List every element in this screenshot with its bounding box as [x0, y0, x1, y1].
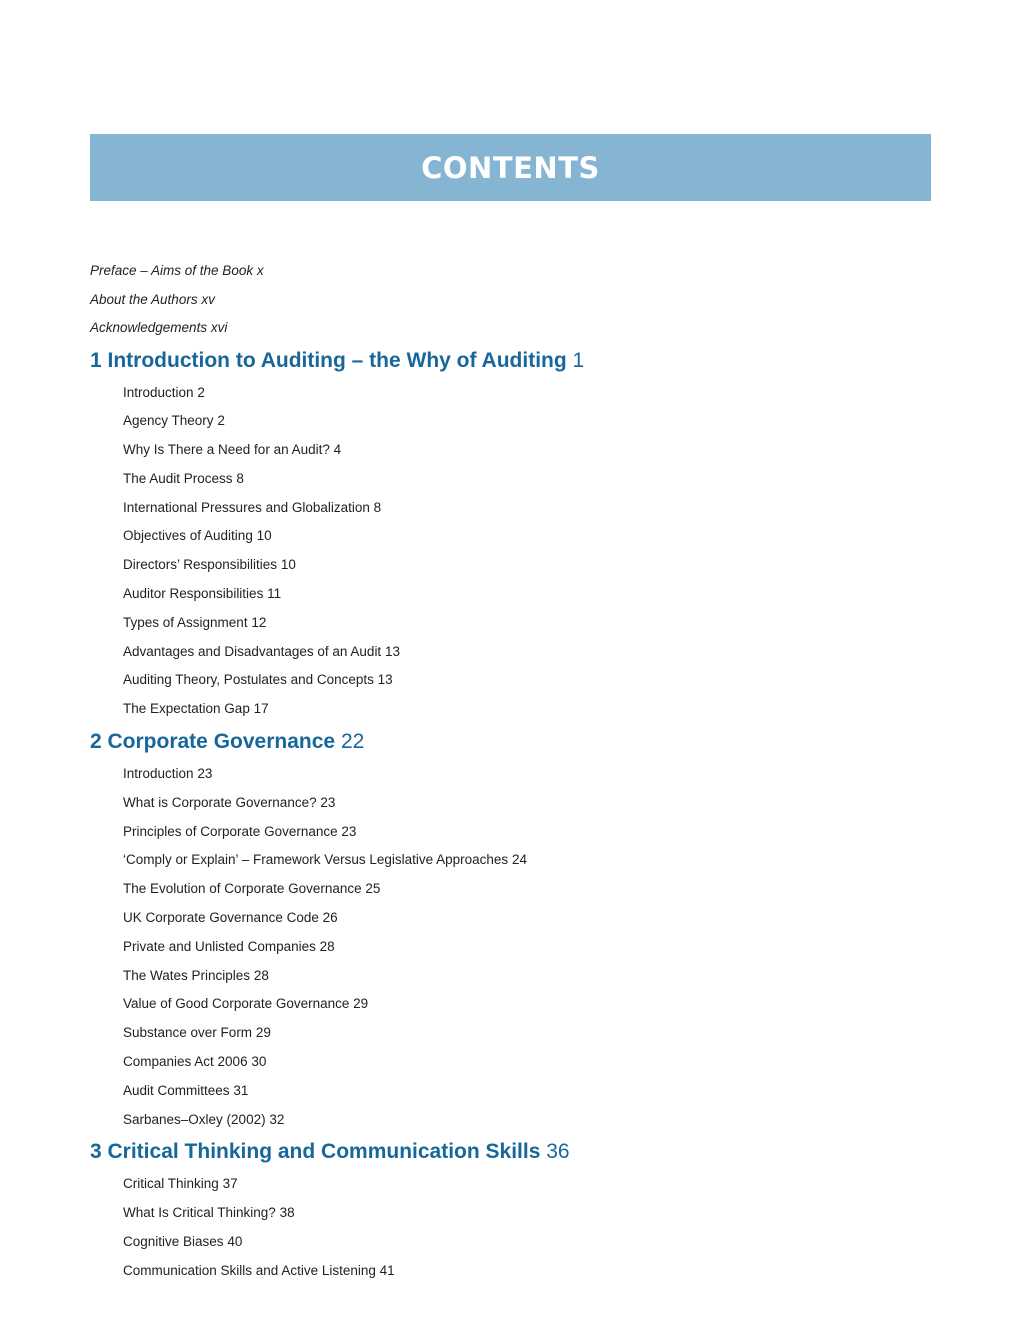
section-title: International Pressures and Globalization — [123, 499, 370, 515]
section-title: Objectives of Auditing — [123, 528, 253, 544]
section-page: 30 — [251, 1054, 267, 1070]
section-title: Cognitive Biases — [123, 1234, 224, 1250]
section-page: 24 — [511, 852, 527, 868]
section-entry[interactable] — [90, 379, 930, 408]
section-page: 4 — [333, 442, 342, 458]
section-page: 29 — [353, 996, 369, 1012]
section-entry[interactable] — [90, 760, 930, 789]
section-title: Introduction — [123, 384, 194, 400]
section-entry[interactable] — [90, 933, 930, 962]
section-entry[interactable] — [90, 1106, 930, 1135]
section-entry[interactable] — [90, 1170, 930, 1199]
section-entry[interactable] — [90, 1228, 930, 1257]
section-page: 10 — [256, 528, 272, 544]
section-entry[interactable] — [90, 407, 930, 436]
section-title: Auditing Theory, Postulates and Concepts — [123, 672, 374, 688]
section-title: Audit Committees — [123, 1082, 230, 1098]
section-page: 8 — [373, 499, 382, 515]
section-entry[interactable] — [90, 846, 930, 875]
section-entry[interactable] — [90, 962, 930, 991]
section-title: Introduction — [123, 766, 194, 782]
section-entry[interactable] — [90, 1257, 930, 1286]
section-page: 13 — [384, 643, 400, 659]
section-entry[interactable] — [90, 875, 930, 904]
section-page: 26 — [322, 910, 338, 926]
section-entry[interactable] — [90, 818, 930, 847]
section-title: The Evolution of Corporate Governance — [123, 881, 362, 897]
section-page: 10 — [280, 557, 296, 573]
section-page: 32 — [269, 1111, 285, 1127]
section-page: 28 — [253, 967, 269, 983]
section-page: 17 — [253, 701, 269, 717]
page-title: CONTENTS — [421, 150, 600, 185]
front-matter-title: About the Authors — [90, 291, 198, 307]
section-page: 28 — [319, 938, 335, 954]
section-title: The Expectation Gap — [123, 701, 250, 717]
section-title: UK Corporate Governance Code — [123, 910, 319, 926]
contents-banner — [90, 134, 931, 201]
section-entry[interactable] — [90, 789, 930, 818]
section-title: Advantages and Disadvantages of an Audit — [123, 643, 382, 659]
section-page: 11 — [267, 586, 282, 602]
section-page: 8 — [236, 470, 244, 486]
section-title: ‘Comply or Explain’ – Framework Versus Legislative Approaches — [123, 852, 509, 868]
chapter-title: 3 Critical Thinking and Communication Skills — [90, 1140, 541, 1164]
section-entry[interactable] — [90, 494, 930, 523]
section-entry[interactable] — [90, 1077, 930, 1106]
section-page: 2 — [217, 413, 225, 429]
section-entry[interactable] — [90, 1019, 930, 1048]
front-matter-title: Acknowledgements — [90, 320, 208, 335]
section-title: Why Is There a Need for an Audit? — [123, 442, 330, 458]
front-matter-page: xv — [201, 291, 215, 307]
front-matter-item[interactable] — [90, 257, 930, 286]
section-page: 23 — [320, 794, 336, 810]
section-title: The Wates Principles — [123, 967, 251, 983]
front-matter-title: Preface – Aims of the Book — [90, 263, 254, 278]
chapter-heading[interactable] — [90, 724, 930, 760]
section-title: What is Corporate Governance? — [123, 794, 317, 810]
section-entry[interactable] — [90, 638, 930, 667]
section-page: 31 — [233, 1082, 249, 1098]
section-entry[interactable] — [90, 580, 930, 609]
section-entry[interactable] — [90, 436, 930, 465]
section-page: 41 — [379, 1262, 395, 1278]
section-title: Types of Assignment — [123, 614, 248, 630]
chapter-page: 1 — [572, 348, 585, 372]
chapter-title: 1 Introduction to Auditing – the Why of Auditing — [90, 348, 567, 372]
section-title: Principles of Corporate Governance — [123, 823, 338, 839]
section-entry[interactable] — [90, 666, 930, 695]
section-title: Companies Act 2006 — [123, 1054, 248, 1070]
section-title: Directors’ Responsibilities — [123, 557, 278, 573]
section-entry[interactable] — [90, 695, 930, 724]
chapter-page: 22 — [340, 730, 365, 754]
section-title: Communication Skills and Active Listening — [123, 1262, 376, 1278]
section-page: 12 — [251, 614, 267, 630]
section-page: 38 — [279, 1205, 295, 1221]
section-title: Private and Unlisted Companies — [123, 938, 316, 954]
chapter-heading[interactable] — [90, 343, 930, 379]
section-title: Agency Theory — [123, 413, 214, 429]
section-page: 29 — [255, 1025, 271, 1041]
section-entry[interactable] — [90, 551, 930, 580]
section-title: The Audit Process — [123, 470, 233, 486]
section-page: 23 — [341, 823, 357, 839]
section-entry[interactable] — [90, 465, 930, 494]
section-title: What Is Critical Thinking? — [123, 1205, 276, 1221]
section-title: Auditor Responsibilities — [123, 586, 264, 602]
front-matter-item[interactable] — [90, 314, 930, 343]
section-entry[interactable] — [90, 522, 930, 551]
section-page: 23 — [197, 766, 213, 782]
section-page: 37 — [222, 1176, 238, 1192]
section-page: 25 — [365, 881, 381, 897]
table-of-contents — [90, 257, 930, 1286]
section-entry[interactable] — [90, 1048, 930, 1077]
section-page: 40 — [227, 1234, 243, 1250]
section-entry[interactable] — [90, 609, 930, 638]
section-entry[interactable] — [90, 1199, 930, 1228]
section-entry[interactable] — [90, 904, 930, 933]
front-matter-page: xvi — [210, 320, 228, 335]
section-page: 13 — [377, 672, 393, 688]
section-title: Critical Thinking — [123, 1176, 219, 1192]
front-matter-page: x — [256, 263, 264, 278]
chapter-title: 2 Corporate Governance — [90, 730, 336, 754]
section-entry[interactable] — [90, 990, 930, 1019]
section-title: Value of Good Corporate Governance — [123, 996, 350, 1012]
section-title: Substance over Form — [123, 1025, 253, 1041]
front-matter-item[interactable] — [90, 286, 930, 315]
section-title: Sarbanes–Oxley (2002) — [123, 1111, 266, 1127]
section-page: 2 — [197, 384, 205, 400]
chapter-page: 36 — [546, 1140, 570, 1164]
chapter-heading[interactable] — [90, 1134, 930, 1170]
